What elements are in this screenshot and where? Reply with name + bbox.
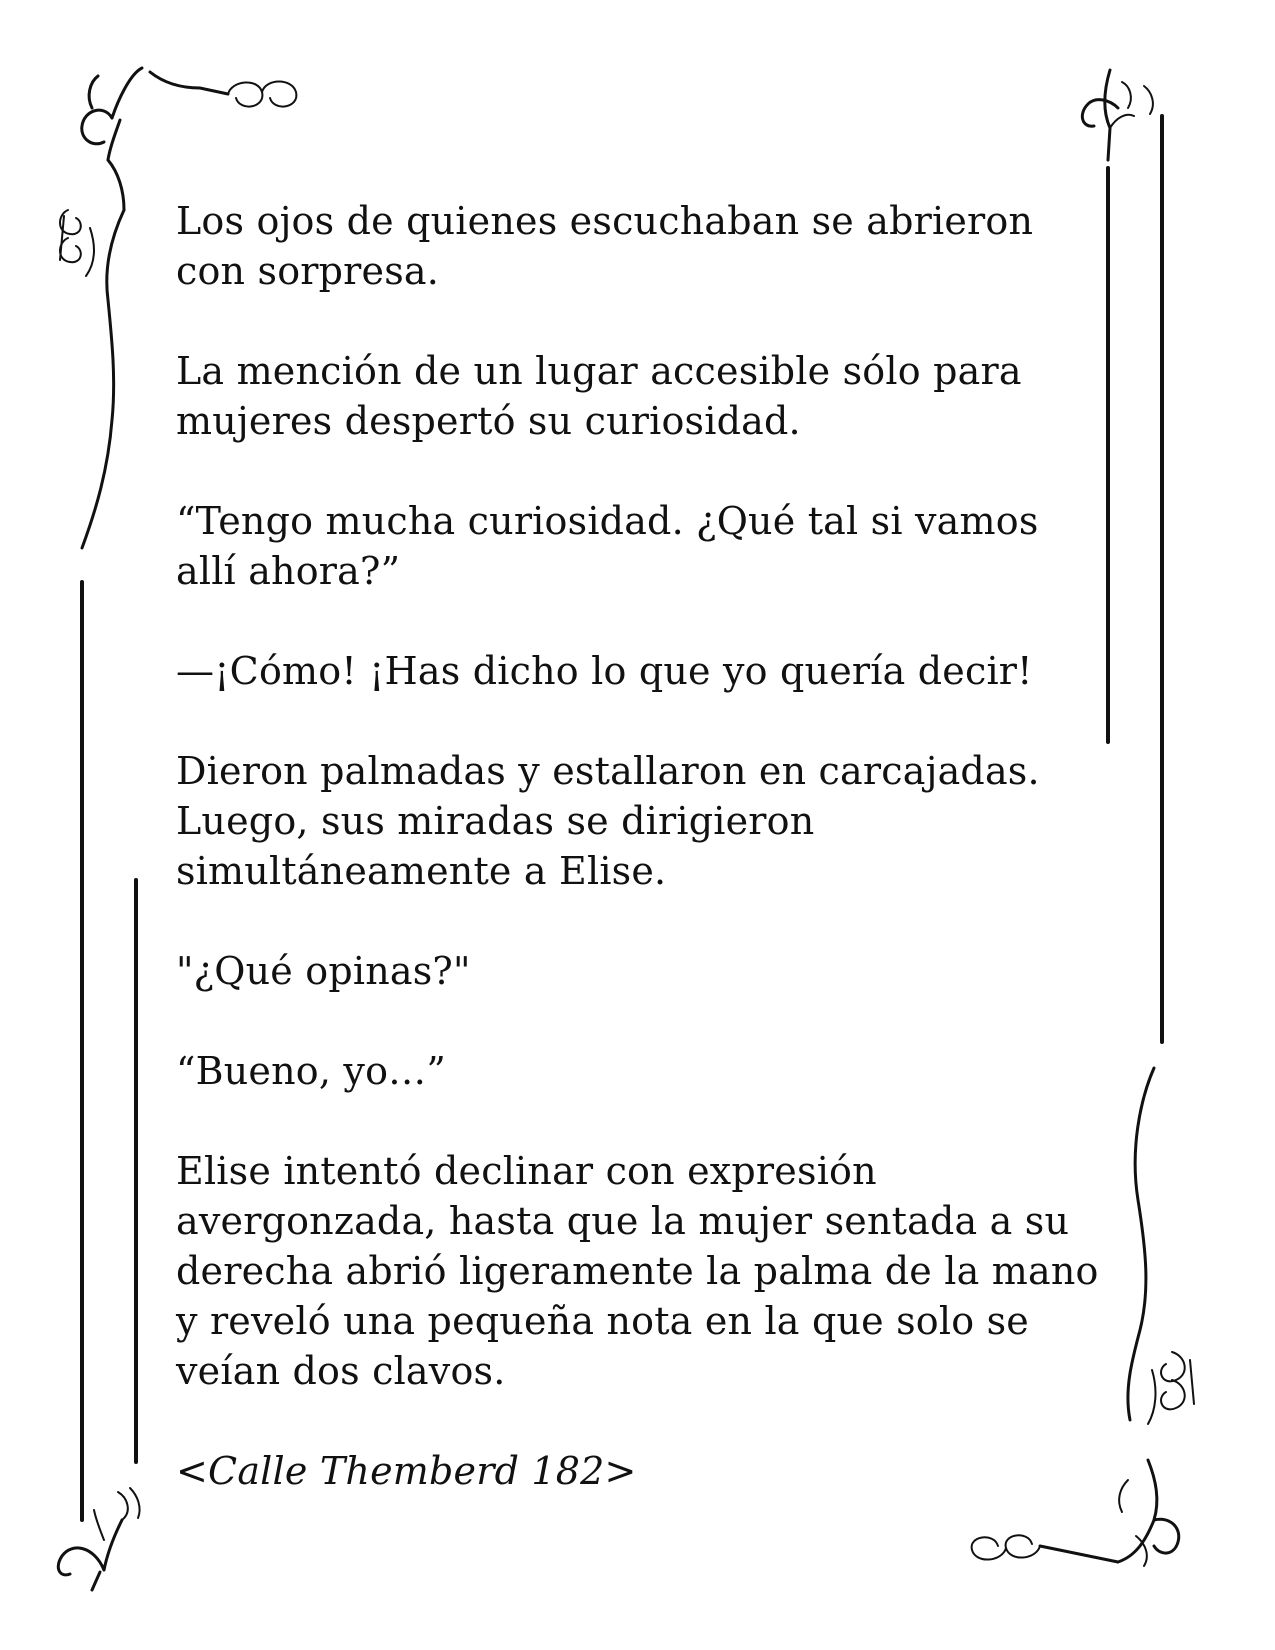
vertical-rule-left [82,582,136,1520]
paragraph: "¿Qué opinas?" [176,949,471,993]
paragraph: —¡Cómo! ¡Has dicho lo que yo quería decir! [176,649,1033,693]
paragraph: “Bueno, yo…” [176,1049,446,1093]
paragraph: “Tengo mucha curiosidad. ¿Qué tal si vamos allí ahora?” [176,499,1039,593]
story-text [176,196,1106,1496]
paragraph: Dieron palmadas y estallaron en carcajadas. Luego, sus miradas se dirigieron simultáneamente a Elise. [176,749,1040,893]
paragraph: Elise intentó declinar con expresión avergonzada, hasta que la mujer sentada a su derecha abrió ligeramente la palma de la mano y reveló una pequeña nota en la que solo se veían dos clavos. [176,1149,1099,1393]
paragraph: Los ojos de quienes escuchaban se abrieron con sorpresa. [176,199,1034,293]
paragraph: La mención de un lugar accesible sólo para mujeres despertó su curiosidad. [176,349,1022,443]
address-note: <Calle Themberd 182> [176,1449,637,1493]
flourish-bottom-left-icon [58,1488,139,1590]
